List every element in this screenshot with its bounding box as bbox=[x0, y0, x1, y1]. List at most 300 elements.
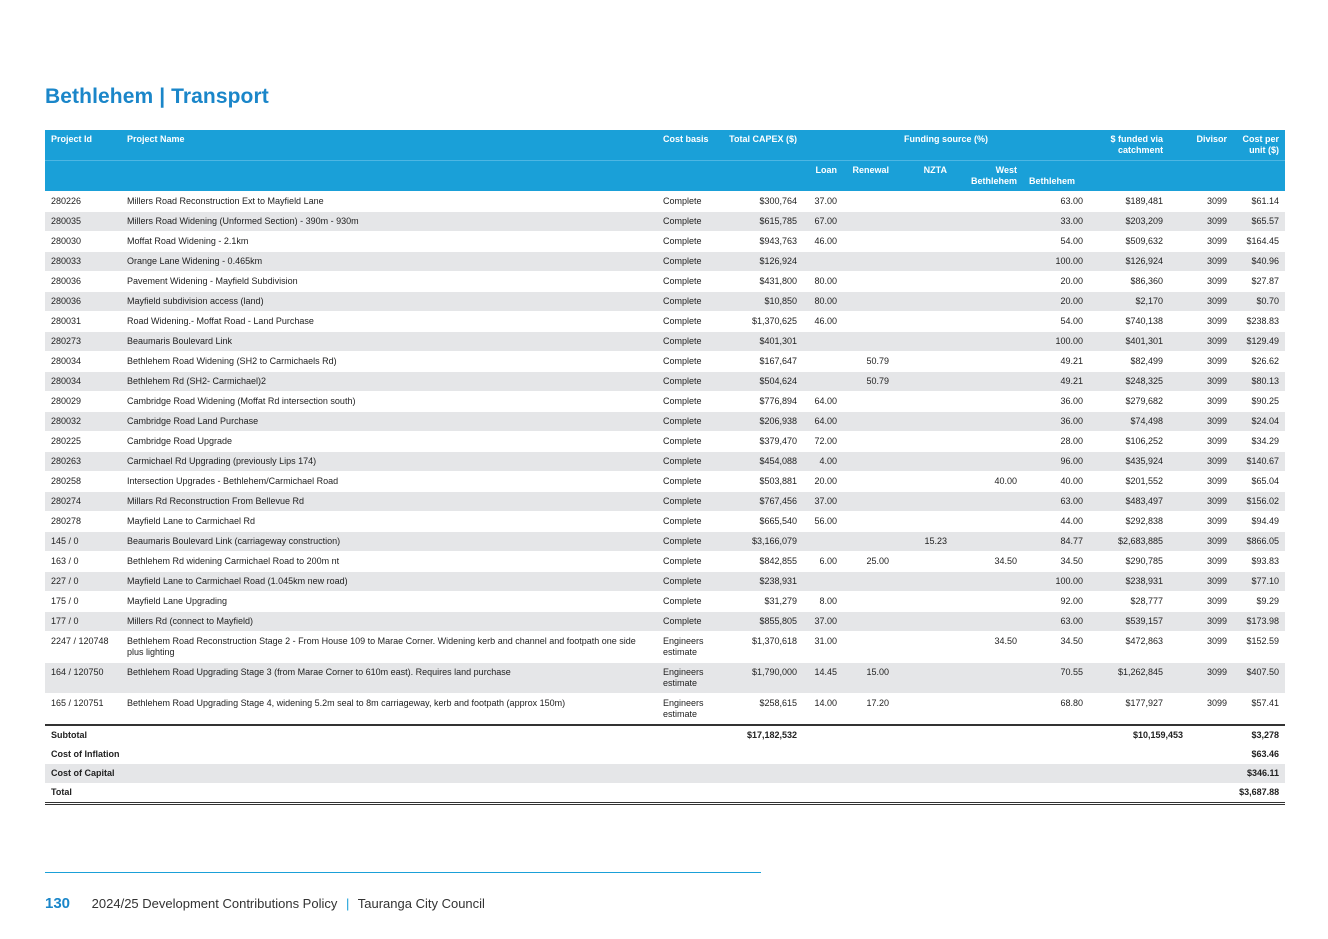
cell-project-name: Millers Road Reconstruction Ext to Mayfield Lane bbox=[121, 192, 657, 212]
cell-renewal-pct bbox=[843, 312, 895, 332]
cell-cost-per-unit: $9.29 bbox=[1233, 592, 1285, 612]
cell-cost-basis: Engineers estimate bbox=[657, 663, 723, 694]
cell-nzta-pct bbox=[895, 612, 953, 632]
cell-nzta-pct bbox=[895, 372, 953, 392]
cell-project-id: 165 / 120751 bbox=[45, 694, 121, 726]
cell-west-bethlehem-pct bbox=[953, 512, 1023, 532]
header-west-bethlehem: West Bethlehem bbox=[953, 161, 1023, 192]
cell-cost-per-unit: $27.87 bbox=[1233, 272, 1285, 292]
cell-total-capex: $401,301 bbox=[723, 332, 803, 352]
cell-west-bethlehem-pct bbox=[953, 532, 1023, 552]
cell-bethlehem-pct: 54.00 bbox=[1023, 232, 1089, 252]
cell-total-capex: $503,881 bbox=[723, 472, 803, 492]
footer-rule bbox=[45, 872, 761, 873]
footer-document-title: 2024/25 Development Contributions Policy bbox=[91, 896, 338, 911]
subtotal-cost-per-unit: $3,278 bbox=[1233, 725, 1285, 745]
cell-project-id: 280258 bbox=[45, 472, 121, 492]
cell-funded-via-catchment: $28,777 bbox=[1089, 592, 1189, 612]
cell-project-id: 280226 bbox=[45, 192, 121, 212]
cell-bethlehem-pct: 92.00 bbox=[1023, 592, 1089, 612]
cell-west-bethlehem-pct bbox=[953, 212, 1023, 232]
cell-funded-via-catchment: $203,209 bbox=[1089, 212, 1189, 232]
cell-funded-via-catchment: $126,924 bbox=[1089, 252, 1189, 272]
cell-project-name: Orange Lane Widening - 0.465km bbox=[121, 252, 657, 272]
cell-total-capex: $31,279 bbox=[723, 592, 803, 612]
cell-funded-via-catchment: $74,498 bbox=[1089, 412, 1189, 432]
cell-project-name: Mayfield Lane to Carmichael Rd bbox=[121, 512, 657, 532]
cell-divisor: 3099 bbox=[1189, 663, 1233, 694]
capital-label: Cost of Capital bbox=[45, 764, 723, 783]
cell-total-capex: $842,855 bbox=[723, 552, 803, 572]
header-funding-source: Funding source (%) bbox=[803, 130, 1089, 161]
cell-cost-basis: Complete bbox=[657, 412, 723, 432]
footer-separator: | bbox=[345, 896, 350, 911]
cell-total-capex: $167,647 bbox=[723, 352, 803, 372]
cell-nzta-pct bbox=[895, 512, 953, 532]
inflation-label: Cost of Inflation bbox=[51, 749, 120, 759]
cell-cost-per-unit: $90.25 bbox=[1233, 392, 1285, 412]
total-value: $3,687.88 bbox=[1233, 783, 1285, 804]
cell-cost-basis: Complete bbox=[657, 492, 723, 512]
cell-west-bethlehem-pct bbox=[953, 694, 1023, 726]
cell-total-capex: $504,624 bbox=[723, 372, 803, 392]
cell-project-name: Mayfield Lane Upgrading bbox=[121, 592, 657, 612]
cell-project-name: Bethlehem Road Reconstruction Stage 2 - From House 109 to Marae Corner. Widening kerb and channel and footpath one side plus lighting bbox=[121, 632, 657, 663]
cell-bethlehem-pct: 34.50 bbox=[1023, 632, 1089, 663]
cell-project-id: 280029 bbox=[45, 392, 121, 412]
cell-west-bethlehem-pct bbox=[953, 372, 1023, 392]
cell-project-name: Bethlehem Road Upgrading Stage 3 (from Marae Corner to 610m east). Requires land purchase bbox=[121, 663, 657, 694]
cell-divisor: 3099 bbox=[1189, 592, 1233, 612]
page-footer bbox=[45, 895, 485, 912]
cell-cost-per-unit: $238.83 bbox=[1233, 312, 1285, 332]
cell-cost-per-unit: $77.10 bbox=[1233, 572, 1285, 592]
cell-cost-basis: Engineers estimate bbox=[657, 694, 723, 726]
cell-total-capex: $379,470 bbox=[723, 432, 803, 452]
cell-cost-per-unit: $407.50 bbox=[1233, 663, 1285, 694]
cell-total-capex: $238,931 bbox=[723, 572, 803, 592]
cell-nzta-pct bbox=[895, 632, 953, 663]
cell-project-id: 280225 bbox=[45, 432, 121, 452]
cell-funded-via-catchment: $86,360 bbox=[1089, 272, 1189, 292]
cell-project-name: Mayfield subdivision access (land) bbox=[121, 292, 657, 312]
cell-funded-via-catchment: $290,785 bbox=[1089, 552, 1189, 572]
table-row bbox=[45, 663, 1285, 694]
cell-nzta-pct bbox=[895, 292, 953, 312]
cell-renewal-pct bbox=[843, 332, 895, 352]
cell-west-bethlehem-pct bbox=[953, 492, 1023, 512]
cell-total-capex: $767,456 bbox=[723, 492, 803, 512]
cell-divisor: 3099 bbox=[1189, 332, 1233, 352]
cell-loan-pct: 46.00 bbox=[803, 312, 843, 332]
cell-renewal-pct bbox=[843, 232, 895, 252]
cell-divisor: 3099 bbox=[1189, 492, 1233, 512]
cell-project-id: 280273 bbox=[45, 332, 121, 352]
cell-project-id: 227 / 0 bbox=[45, 572, 121, 592]
cell-nzta-pct bbox=[895, 252, 953, 272]
cell-funded-via-catchment: $201,552 bbox=[1089, 472, 1189, 492]
cell-renewal-pct: 50.79 bbox=[843, 352, 895, 372]
cell-total-capex: $665,540 bbox=[723, 512, 803, 532]
cell-west-bethlehem-pct bbox=[953, 663, 1023, 694]
cell-funded-via-catchment: $248,325 bbox=[1089, 372, 1189, 392]
cell-west-bethlehem-pct bbox=[953, 572, 1023, 592]
cell-renewal-pct: 50.79 bbox=[843, 372, 895, 392]
header-renewal: Renewal bbox=[843, 161, 895, 192]
table-row bbox=[45, 492, 1285, 512]
header-loan: Loan bbox=[803, 161, 843, 192]
cell-cost-per-unit: $34.29 bbox=[1233, 432, 1285, 452]
cell-project-name: Moffat Road Widening - 2.1km bbox=[121, 232, 657, 252]
cell-total-capex: $10,850 bbox=[723, 292, 803, 312]
cell-cost-basis: Complete bbox=[657, 512, 723, 532]
page-title: Bethlehem | Transport bbox=[45, 85, 269, 108]
header-divisor: Divisor bbox=[1189, 130, 1233, 161]
cell-bethlehem-pct: 49.21 bbox=[1023, 352, 1089, 372]
cell-cost-basis: Complete bbox=[657, 292, 723, 312]
cell-nzta-pct bbox=[895, 572, 953, 592]
cell-cost-per-unit: $65.04 bbox=[1233, 472, 1285, 492]
cell-divisor: 3099 bbox=[1189, 512, 1233, 532]
cell-total-capex: $258,615 bbox=[723, 694, 803, 726]
cell-nzta-pct bbox=[895, 212, 953, 232]
cell-cost-per-unit: $129.49 bbox=[1233, 332, 1285, 352]
cell-bethlehem-pct: 20.00 bbox=[1023, 272, 1089, 292]
capital-row bbox=[45, 764, 1285, 783]
cell-bethlehem-pct: 33.00 bbox=[1023, 212, 1089, 232]
cell-cost-per-unit: $164.45 bbox=[1233, 232, 1285, 252]
cell-project-name: Bethlehem Rd widening Carmichael Road to 200m nt bbox=[121, 552, 657, 572]
cell-project-name: Cambridge Road Upgrade bbox=[121, 432, 657, 452]
cell-project-id: 280036 bbox=[45, 272, 121, 292]
cell-bethlehem-pct: 49.21 bbox=[1023, 372, 1089, 392]
cell-divisor: 3099 bbox=[1189, 532, 1233, 552]
cell-nzta-pct bbox=[895, 452, 953, 472]
table-row bbox=[45, 472, 1285, 492]
cell-total-capex: $1,370,625 bbox=[723, 312, 803, 332]
cell-renewal-pct bbox=[843, 472, 895, 492]
table-row bbox=[45, 212, 1285, 232]
header-cost-per-unit: Cost per unit ($) bbox=[1233, 130, 1285, 161]
cell-nzta-pct bbox=[895, 552, 953, 572]
table-row bbox=[45, 392, 1285, 412]
cell-renewal-pct bbox=[843, 392, 895, 412]
cell-divisor: 3099 bbox=[1189, 452, 1233, 472]
cell-bethlehem-pct: 40.00 bbox=[1023, 472, 1089, 492]
header-funded-via-catchment: $ funded via catchment bbox=[1089, 130, 1189, 161]
cell-nzta-pct bbox=[895, 392, 953, 412]
cell-divisor: 3099 bbox=[1189, 272, 1233, 292]
cell-total-capex: $126,924 bbox=[723, 252, 803, 272]
cell-bethlehem-pct: 100.00 bbox=[1023, 252, 1089, 272]
cell-loan-pct: 20.00 bbox=[803, 472, 843, 492]
cell-renewal-pct bbox=[843, 252, 895, 272]
cell-funded-via-catchment: $1,262,845 bbox=[1089, 663, 1189, 694]
cell-project-name: Carmichael Rd Upgrading (previously Lips 174) bbox=[121, 452, 657, 472]
cell-loan-pct: 46.00 bbox=[803, 232, 843, 252]
cell-renewal-pct bbox=[843, 452, 895, 472]
cell-divisor: 3099 bbox=[1189, 694, 1233, 726]
table-row bbox=[45, 332, 1285, 352]
cell-divisor: 3099 bbox=[1189, 352, 1233, 372]
cell-cost-per-unit: $24.04 bbox=[1233, 412, 1285, 432]
inflation-row bbox=[45, 745, 1285, 764]
cell-cost-basis: Complete bbox=[657, 572, 723, 592]
cell-cost-basis: Complete bbox=[657, 332, 723, 352]
cell-funded-via-catchment: $238,931 bbox=[1089, 572, 1189, 592]
cell-bethlehem-pct: 84.77 bbox=[1023, 532, 1089, 552]
cell-loan-pct bbox=[803, 572, 843, 592]
cell-cost-basis: Complete bbox=[657, 232, 723, 252]
cell-cost-per-unit: $93.83 bbox=[1233, 552, 1285, 572]
total-label: Total bbox=[45, 783, 723, 804]
cell-west-bethlehem-pct bbox=[953, 312, 1023, 332]
cell-project-id: 280034 bbox=[45, 352, 121, 372]
subtotal-funded: $10,159,453 bbox=[1089, 725, 1189, 745]
cell-project-name: Millers Road Widening (Unformed Section) - 390m - 930m bbox=[121, 212, 657, 232]
cell-divisor: 3099 bbox=[1189, 572, 1233, 592]
cell-loan-pct: 64.00 bbox=[803, 392, 843, 412]
cell-cost-basis: Complete bbox=[657, 532, 723, 552]
cell-divisor: 3099 bbox=[1189, 412, 1233, 432]
cell-bethlehem-pct: 36.00 bbox=[1023, 412, 1089, 432]
cell-project-id: 280030 bbox=[45, 232, 121, 252]
cell-project-id: 280036 bbox=[45, 292, 121, 312]
cell-renewal-pct bbox=[843, 592, 895, 612]
cell-loan-pct: 37.00 bbox=[803, 192, 843, 212]
cell-divisor: 3099 bbox=[1189, 472, 1233, 492]
cell-total-capex: $206,938 bbox=[723, 412, 803, 432]
header-bethlehem: Bethlehem bbox=[1023, 161, 1089, 192]
table-row bbox=[45, 532, 1285, 552]
cell-nzta-pct: 15.23 bbox=[895, 532, 953, 552]
cell-project-id: 280035 bbox=[45, 212, 121, 232]
cell-west-bethlehem-pct bbox=[953, 332, 1023, 352]
cell-bethlehem-pct: 63.00 bbox=[1023, 492, 1089, 512]
cell-loan-pct: 80.00 bbox=[803, 292, 843, 312]
cell-cost-basis: Complete bbox=[657, 472, 723, 492]
cell-funded-via-catchment: $435,924 bbox=[1089, 452, 1189, 472]
cell-loan-pct bbox=[803, 352, 843, 372]
cell-renewal-pct: 15.00 bbox=[843, 663, 895, 694]
cell-loan-pct: 6.00 bbox=[803, 552, 843, 572]
cell-cost-per-unit: $140.67 bbox=[1233, 452, 1285, 472]
cell-nzta-pct bbox=[895, 332, 953, 352]
cell-cost-basis: Complete bbox=[657, 252, 723, 272]
header-cost-basis: Cost basis bbox=[657, 130, 723, 161]
subtotal-capex: $17,182,532 bbox=[723, 725, 803, 745]
cell-bethlehem-pct: 63.00 bbox=[1023, 192, 1089, 212]
cell-funded-via-catchment: $483,497 bbox=[1089, 492, 1189, 512]
cell-total-capex: $3,166,079 bbox=[723, 532, 803, 552]
cell-total-capex: $300,764 bbox=[723, 192, 803, 212]
header-project-id: Project Id bbox=[45, 130, 121, 161]
table-row bbox=[45, 632, 1285, 663]
cell-cost-per-unit: $57.41 bbox=[1233, 694, 1285, 726]
cell-bethlehem-pct: 63.00 bbox=[1023, 612, 1089, 632]
cell-project-id: 280278 bbox=[45, 512, 121, 532]
cell-cost-basis: Complete bbox=[657, 272, 723, 292]
cell-divisor: 3099 bbox=[1189, 372, 1233, 392]
cell-cost-per-unit: $156.02 bbox=[1233, 492, 1285, 512]
cell-divisor: 3099 bbox=[1189, 612, 1233, 632]
cell-total-capex: $1,790,000 bbox=[723, 663, 803, 694]
subtotal-row bbox=[45, 725, 1285, 745]
table-row bbox=[45, 412, 1285, 432]
cell-west-bethlehem-pct bbox=[953, 412, 1023, 432]
footer-organisation: Tauranga City Council bbox=[357, 896, 485, 911]
cell-nzta-pct bbox=[895, 492, 953, 512]
cell-project-name: Road Widening.- Moffat Road - Land Purchase bbox=[121, 312, 657, 332]
cell-divisor: 3099 bbox=[1189, 232, 1233, 252]
cell-renewal-pct bbox=[843, 572, 895, 592]
cell-funded-via-catchment: $740,138 bbox=[1089, 312, 1189, 332]
cell-cost-basis: Complete bbox=[657, 372, 723, 392]
cell-project-name: Beaumaris Boulevard Link bbox=[121, 332, 657, 352]
cell-bethlehem-pct: 96.00 bbox=[1023, 452, 1089, 472]
cell-bethlehem-pct: 34.50 bbox=[1023, 552, 1089, 572]
cell-loan-pct: 67.00 bbox=[803, 212, 843, 232]
cell-project-id: 280263 bbox=[45, 452, 121, 472]
cell-project-id: 280031 bbox=[45, 312, 121, 332]
cell-nzta-pct bbox=[895, 232, 953, 252]
cell-total-capex: $454,088 bbox=[723, 452, 803, 472]
cell-renewal-pct bbox=[843, 412, 895, 432]
cell-west-bethlehem-pct bbox=[953, 392, 1023, 412]
cell-divisor: 3099 bbox=[1189, 632, 1233, 663]
cell-west-bethlehem-pct bbox=[953, 592, 1023, 612]
cell-project-id: 175 / 0 bbox=[45, 592, 121, 612]
cell-loan-pct bbox=[803, 372, 843, 392]
header-total-capex: Total CAPEX ($) bbox=[723, 130, 803, 161]
cell-bethlehem-pct: 54.00 bbox=[1023, 312, 1089, 332]
cell-project-name: Beaumaris Boulevard Link (carriageway construction) bbox=[121, 532, 657, 552]
cell-bethlehem-pct: 28.00 bbox=[1023, 432, 1089, 452]
cell-cost-basis: Complete bbox=[657, 212, 723, 232]
cell-renewal-pct bbox=[843, 192, 895, 212]
cell-bethlehem-pct: 100.00 bbox=[1023, 332, 1089, 352]
table-row bbox=[45, 272, 1285, 292]
cell-cost-basis: Complete bbox=[657, 552, 723, 572]
table-row bbox=[45, 432, 1285, 452]
cell-cost-basis: Complete bbox=[657, 432, 723, 452]
cell-divisor: 3099 bbox=[1189, 252, 1233, 272]
cell-cost-basis: Complete bbox=[657, 452, 723, 472]
cell-project-name: Millars Rd Reconstruction From Bellevue Rd bbox=[121, 492, 657, 512]
cell-divisor: 3099 bbox=[1189, 552, 1233, 572]
cell-divisor: 3099 bbox=[1189, 192, 1233, 212]
cell-project-id: 163 / 0 bbox=[45, 552, 121, 572]
cell-divisor: 3099 bbox=[1189, 312, 1233, 332]
capital-value: $346.11 bbox=[1233, 764, 1285, 783]
cell-loan-pct: 37.00 bbox=[803, 492, 843, 512]
cell-renewal-pct bbox=[843, 612, 895, 632]
cell-loan-pct bbox=[803, 532, 843, 552]
cell-west-bethlehem-pct bbox=[953, 272, 1023, 292]
cell-west-bethlehem-pct bbox=[953, 432, 1023, 452]
cell-project-id: 280274 bbox=[45, 492, 121, 512]
table-row bbox=[45, 694, 1285, 726]
cell-renewal-pct bbox=[843, 432, 895, 452]
cell-project-name: Bethlehem Road Widening (SH2 to Carmichaels Rd) bbox=[121, 352, 657, 372]
cell-bethlehem-pct: 70.55 bbox=[1023, 663, 1089, 694]
table-row bbox=[45, 192, 1285, 212]
table-row bbox=[45, 252, 1285, 272]
table-row bbox=[45, 592, 1285, 612]
cell-cost-basis: Complete bbox=[657, 612, 723, 632]
cell-funded-via-catchment: $189,481 bbox=[1089, 192, 1189, 212]
cell-bethlehem-pct: 20.00 bbox=[1023, 292, 1089, 312]
inflation-value: $63.46 bbox=[1251, 749, 1280, 759]
cell-bethlehem-pct: 44.00 bbox=[1023, 512, 1089, 532]
cell-loan-pct: 8.00 bbox=[803, 592, 843, 612]
cell-west-bethlehem-pct bbox=[953, 232, 1023, 252]
cell-cost-per-unit: $152.59 bbox=[1233, 632, 1285, 663]
cell-cost-basis: Engineers estimate bbox=[657, 632, 723, 663]
cell-loan-pct: 14.00 bbox=[803, 694, 843, 726]
table-row bbox=[45, 292, 1285, 312]
cell-project-id: 164 / 120750 bbox=[45, 663, 121, 694]
cell-project-name: Bethlehem Rd (SH2- Carmichael)2 bbox=[121, 372, 657, 392]
header-row-main bbox=[45, 130, 1285, 161]
cell-funded-via-catchment: $279,682 bbox=[1089, 392, 1189, 412]
cell-nzta-pct bbox=[895, 412, 953, 432]
cell-nzta-pct bbox=[895, 192, 953, 212]
cell-nzta-pct bbox=[895, 472, 953, 492]
cell-loan-pct: 31.00 bbox=[803, 632, 843, 663]
cell-cost-per-unit: $65.57 bbox=[1233, 212, 1285, 232]
cell-cost-per-unit: $866.05 bbox=[1233, 532, 1285, 552]
cell-renewal-pct: 25.00 bbox=[843, 552, 895, 572]
header-project-name: Project Name bbox=[121, 130, 657, 161]
cell-cost-basis: Complete bbox=[657, 312, 723, 332]
cell-total-capex: $943,763 bbox=[723, 232, 803, 252]
cell-project-id: 2247 / 120748 bbox=[45, 632, 121, 663]
table-row bbox=[45, 512, 1285, 532]
cell-funded-via-catchment: $106,252 bbox=[1089, 432, 1189, 452]
cell-nzta-pct bbox=[895, 352, 953, 372]
cell-project-id: 280033 bbox=[45, 252, 121, 272]
cell-divisor: 3099 bbox=[1189, 212, 1233, 232]
cell-nzta-pct bbox=[895, 432, 953, 452]
cell-west-bethlehem-pct bbox=[953, 192, 1023, 212]
table-row bbox=[45, 452, 1285, 472]
cell-total-capex: $855,805 bbox=[723, 612, 803, 632]
cell-project-name: Pavement Widening - Mayfield Subdivision bbox=[121, 272, 657, 292]
cell-nzta-pct bbox=[895, 312, 953, 332]
cell-nzta-pct bbox=[895, 663, 953, 694]
cell-loan-pct bbox=[803, 252, 843, 272]
cell-renewal-pct bbox=[843, 272, 895, 292]
cell-bethlehem-pct: 36.00 bbox=[1023, 392, 1089, 412]
cell-loan-pct: 72.00 bbox=[803, 432, 843, 452]
cell-funded-via-catchment: $401,301 bbox=[1089, 332, 1189, 352]
cell-cost-per-unit: $0.70 bbox=[1233, 292, 1285, 312]
table-row bbox=[45, 352, 1285, 372]
page-number: 130 bbox=[45, 895, 71, 912]
table-row bbox=[45, 552, 1285, 572]
cell-west-bethlehem-pct: 34.50 bbox=[953, 552, 1023, 572]
cell-renewal-pct: 17.20 bbox=[843, 694, 895, 726]
cell-funded-via-catchment: $472,863 bbox=[1089, 632, 1189, 663]
cell-funded-via-catchment: $292,838 bbox=[1089, 512, 1189, 532]
cell-divisor: 3099 bbox=[1189, 392, 1233, 412]
subtotal-label: Subtotal bbox=[45, 725, 723, 745]
cell-renewal-pct bbox=[843, 492, 895, 512]
cell-loan-pct: 56.00 bbox=[803, 512, 843, 532]
cell-loan-pct: 64.00 bbox=[803, 412, 843, 432]
cell-project-name: Cambridge Road Widening (Moffat Rd intersection south) bbox=[121, 392, 657, 412]
